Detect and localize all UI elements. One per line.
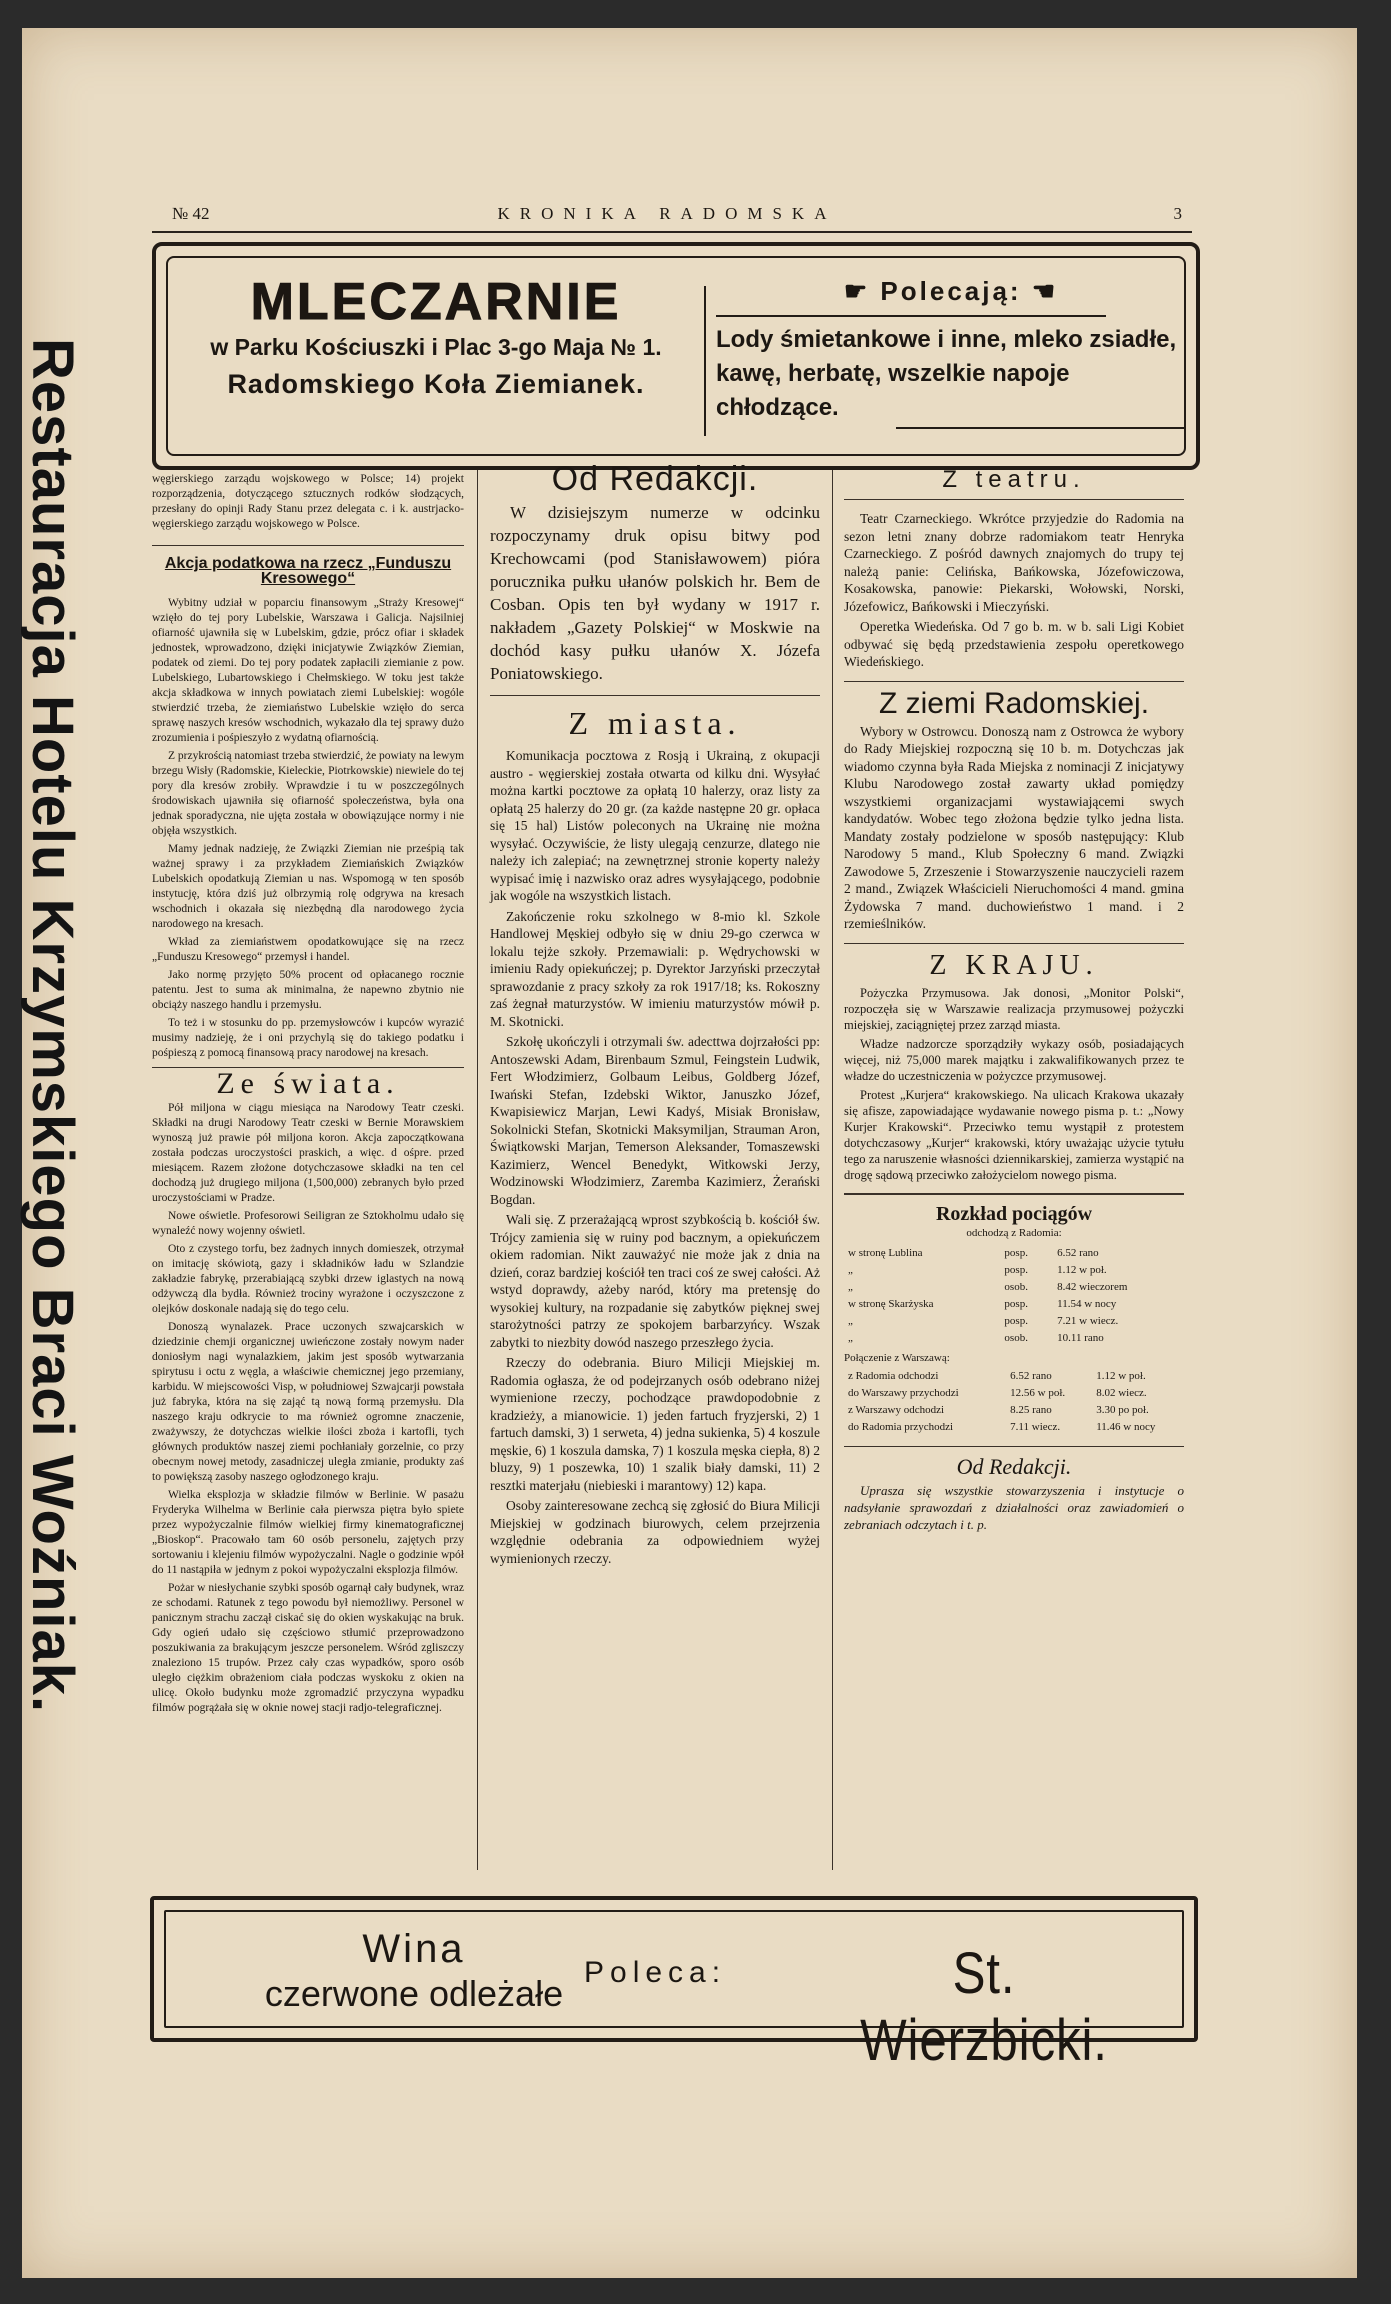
section-rule <box>844 1446 1184 1447</box>
polaczenie-label: Połączenie z Warszawą: <box>844 1351 950 1364</box>
section-rule <box>844 499 1184 500</box>
table-row: z Warszawy odchodzi 8.25 rano 3.30 po poł. <box>848 1403 1149 1416</box>
miasta-paragraph: Wali się. Z przerażającą wprost szybkością b. kościół św. Trójcy zamienia się w ruiny pod bacznym, a opiekuńczem okiem radomian. Nikt zauważyć nie może jak z dnia na dzień, coraz bardziej kościół ten traci coś ze swej całości. Aż wstyd doprawdy, ażeby naród, który ma pretensję do wysokiej kultury, na rozpadanie się zabytków pięknej swej starożytności patrzy ze spokojem barbarzyńcy. Wszak zabytki to niezbity dowód naszego przeszłego życia. <box>490 1212 820 1350</box>
kraju-paragraph: Władze nadzorcze sporządziły wykazy osób, posiadających więcej, niż 75,000 marek majątku i zakwalifikowanych przez te władze do uczestniczenia w pożyczce przymusowej. <box>844 1036 1184 1083</box>
wina-block <box>194 1926 634 2016</box>
column-rule-2 <box>832 470 833 1870</box>
table-row: „ posp. 1.12 w poł. <box>848 1263 1107 1276</box>
swiat-paragraph: Pół miljona w ciągu miesiąca na Narodowy Teatr czeski. Składki na drugi Narodowy Teatr czeski w Bernie Morawskiem wynoszą już prawie pół miljona koron. Akcja zapoczątkowana została podczas uroczystości praskich, a więc. d ośpre. przed miesiącem. Razem złożone dotychczasowe składki na ten cel dochodzą już drugiego miljona (1,500,000) zebranych było przed uroczystościami w Pradze. <box>152 1102 464 1204</box>
akcja-paragraph: Wybitny udział w poparciu finansowym „Straży Kresowej“ wzięło do tej pory Lubelskie, Warszawa i Galicja. Najsilniej ofiarność ujawniła się w Lubelskim, gdzie, prócz ofiar i składek jednostek, wprowadzono, dzięki inicjatywie Związków Ziemian, podatek od ziemi. Do tej pory podatek zapłacili ziemianie z pow. Lubelskiego, Lubartowskiego i Chełmskiego. W toku jest także akcja składkowa w innych powiatach ziemi Lubelskiej: wogóle stwierdzić trzeba, że ziemiaństwo Lubelskie wzięło do serca sprawę naszych kresów wschodnich, wykazało dla tej sprawy dużo zrozumienia i pośpieszyło z wydatną ofiarnością. <box>152 597 464 744</box>
column-1 <box>152 472 464 1719</box>
teatr-paragraph: Operetka Wiedeńska. Od 7 go b. m. w b. sali Ligi Kobiet odbywać się będą przedstawienia zespołu operetkowego Wiedeńskiego. <box>844 619 1184 669</box>
miasta-heading: Z miasta. <box>568 705 742 741</box>
warszawa-table <box>844 1368 1184 1436</box>
teatr-heading: Z teatru. <box>942 466 1086 493</box>
redakcja2-body: Uprasza się wszystkie stowarzyszenia i instytucje o nadsyłanie sprawozdań z działalności oraz zawiadomień o zebraniach odczytach i t. p. <box>844 1482 1184 1532</box>
advert-right <box>716 276 1186 435</box>
newspaper-title: KRONIKA RADOMSKA <box>497 204 837 223</box>
akcja-paragraph: To też i w stosunku do pp. przemysłowców i kupców wyrazić musimy nadzieję, że i oni przychylą się do takiego podatku i pośpieszą z pomocą finansową pracy narodowej na kresach. <box>152 1017 464 1059</box>
miasta-paragraph: Zakończenie roku szkolnego w 8-mio kl. Szkole Handlowej Męskiej odbyło się w dniu 29-go czerwca w lokalu tejże szkoły. Przemawiali: p. Wędrychowski w imieniu Rady opiekuńczej; p. Dyrektor Jarzyński przeczytał sprawozdanie z pracy szkoły za rok 1917/18; ks. Rokoszny zaś żegnał maturzystów. W imieniu maturzystów mówił p. M. Skotnicki. <box>490 908 820 1029</box>
kraju-paragraph: Protest „Kurjera“ krakowskiego. Na ulicach Krakowa ukazały się afisze, zapowiadające wydawanie nowego pisma p. t.: „Nowy Kurjer Krakowski“. Przeciwko temu wystąpił z protestem dotychczasowy „Kurjer“ krakowski, który uważając użycie tytułu tego za naruszenie własności dziennikarskiej, zamierza wystąpić na drogę sądową przeciwko założycielom nowego pisma. <box>844 1087 1184 1182</box>
advert-rule <box>716 315 1106 323</box>
redakcja-heading: Od Redakcji. <box>551 460 759 498</box>
rozklad-subheading: odchodzą z Radomia: <box>966 1226 1062 1239</box>
table-row: „ posp. 7.21 w wiecz. <box>848 1314 1119 1327</box>
mleczarnie-advert <box>152 242 1200 470</box>
table-row: z Radomia odchodzi 6.52 rano 1.12 w poł. <box>848 1369 1146 1382</box>
redakcja2-heading: Od Redakcji. <box>956 1453 1072 1479</box>
table-row: w stronę Skarżyska posp. 11.54 w nocy <box>848 1297 1117 1310</box>
column-2 <box>490 460 820 1570</box>
swiat-paragraph: Oto z czystego torfu, bez żadnych innych domieszek, otrzymał on imitację skówiotą, gazy i składników ładu w Szlandzie zakładzie fabrykę, przerabiającą szybki drzew iglastych na nową odżywczą dla bydła. Również trociny wyrażone i oczyszczone z olejków doskonale nadają się do tego celu. <box>152 1243 464 1315</box>
section-rule <box>490 695 820 696</box>
intro-paragraph: węgierskiego zarządu wojskowego w Polsce; 14) projekt rozporządzenia, dotyczącego sztucznych rodków słodzących, przesłany do opinji Rady Stanu przez delegata c. i k. austrjacko-węgierskiego zarządu wojskowego w Polsce. <box>152 473 464 530</box>
advert-left <box>186 274 686 404</box>
wierzbicki-advert <box>150 1896 1198 2073</box>
section-rule <box>844 681 1184 682</box>
rozklad-heading: Rozkład pociągów <box>935 1202 1093 1225</box>
table-row: w stronę Lublina posp. 6.52 rano <box>848 1246 1099 1259</box>
poleca-label: Poleca: <box>584 1956 727 1989</box>
kraju-heading: Z KRAJU. <box>929 949 1099 981</box>
table-row: do Radomia przychodzi 7.11 wiecz. 11.46 w nocy <box>848 1420 1156 1433</box>
akcja-paragraph: Jako normę przyjęto 50% procent od opłacanego rocznie patentu. Jest to suma ak minimalna, że napewno zbytnio nie obciąży naszego handlu i przemysłu. <box>152 969 464 1011</box>
table-row: „ osob. 8.42 wieczorem <box>848 1280 1128 1293</box>
advert-rule-bottom <box>896 427 1186 435</box>
ziemi-heading: Z ziemi Radomskiej. <box>878 686 1150 720</box>
table-row: do Warszawy przychodzi 12.56 w poł. 8.02 wiecz. <box>848 1386 1147 1399</box>
column-3 <box>844 466 1184 1533</box>
advert-items: Lody śmietankowe i inne, mleko zsiadłe, kawę, herbatę, wszelkie napoje chłodzące. <box>716 326 1177 421</box>
section-rule <box>844 1193 1184 1195</box>
polecaja-line <box>716 276 1186 307</box>
advert-title: MLECZARNIE <box>250 273 622 331</box>
czerwone-label: czerwone odleżałe <box>264 1973 564 2014</box>
swiat-heading: Ze świata. <box>216 1067 400 1100</box>
page-number: 3 <box>1173 204 1182 223</box>
akcja-paragraph: Mamy jednak nadzieję, że Związki Ziemian nie prześpią tak ważnej sprawy i za przykładem Ziemiańskich Związków Lubelskich opodatkują Ziemian u nas. Wspomogą w ten sposób instytucję, która dziś już olbrzymią rolę odgrywa na kresach wschodnich i okazała się niezbędną dla narodowego życia narodowego na kresach. <box>152 843 464 930</box>
polecaja-label: Polecają: <box>880 276 1022 306</box>
ziemi-paragraph: Wybory w Ostrowcu. Donoszą nam z Ostrowca że wybory do Rady Miejskiej rozpoczną się 10 b. m. Dotychczas jak wiadomo czynna była Rada Miejska z nominacji Z inicjatywy Klubu Narodowego został zawarty układ pomiędzy wszystkiemi organizacjami wystawiającemi swych kandydatów. Wobec tego złożona będzie tylko jedna lista. Mandaty zostały podzielone w sposób następujący: Klub Narodowy 5 mand., Klub Społeczny 6 mand. Związki Zawodowe 5, Zrzeszenie i Stowarzyszenie nauczycieli razem 2 mand., Związek Właścicieli Nieruchomości 4 mand. gmina Żydowska 7 mand. duchowieństwo 1 mand. i 2 rzemieślników. <box>844 723 1184 931</box>
advert-address: w Parku Kościuszki i Plac 3-go Maja № 1. <box>210 334 662 360</box>
table-row: „ osob. 10.11 rano <box>848 1331 1104 1344</box>
advert-divider <box>704 286 706 436</box>
pointing-hand-left-icon: ☚ <box>1031 276 1059 306</box>
kraju-paragraph: Pożyczka Przymusowa. Jak donosi, „Monitor Polski“, rozpoczęła się w Warszawie realizacja przymusowej pożyczki miejskiej, zaciągniętej przez zarząd miasta. <box>844 985 1184 1032</box>
section-rule <box>844 943 1184 944</box>
issue-number: № 42 <box>172 204 210 223</box>
swiat-paragraph: Nowe oświetle. Profesorowi Seiligran ze Sztokholmu udało się wynaleźć nowy wojenny oświetl. <box>152 1210 464 1237</box>
rozklad-table <box>844 1245 1184 1347</box>
spine-advert-text: Restauracja Hotelu Krzymskiego Braci Woźniak. <box>20 338 85 1714</box>
miasta-paragraph: Szkołę ukończyli i otrzymali św. adecttwa dojrzałości pp: Antoszewski Adam, Birenbaum Szmul, Feingstein Ludwik, Fert Włodzimierz, Golbaum Leibus, Goldberg Józef, Iwański Stefan, Izdebski Wiktor, Januszko Józef, Kwapisiewicz Marjan, Lewi Kadyś, Misiak Bronisław, Sokolnicki Stefan, Skotnicki Maksymiljan, Strauman Aron, Świątkowski Marjan, Temerson Aleksander, Tomaszewski Kazimierz, Wencel Benedykt, Witkowski Jerzy, Wodzinowski Włodzimierz, Zaremba Kazimierz, Żerański Bogdan. <box>490 1034 820 1207</box>
advert-owner: Radomskiego Koła Ziemianek. <box>227 369 645 399</box>
wierzbicki-name: St. Wierzbicki. <box>860 1941 1108 2073</box>
column-rule-1 <box>477 470 478 1870</box>
header-rule <box>152 231 1192 233</box>
miasta-paragraph: Komunikacja pocztowa z Rosją i Ukrainą, z okupacji austro - węgierskiej została otwarta od kilku dni. Wysyłać można kartki pocztowe za opłatą 10 halerzy, oraz listy za opłatą 25 halerzy do 20 gr. (za każde następne 20 gr. opłaca się 15 hal) Listów poleconych na Ukrainę nie można wysyłać. Oczywiście, że listy ulegają cenzurze, dlatego nie należy ich zalepiać; na zewnętrznej stronie koperty należy wypisać imię i nazwisko oraz adres wysyłającego, podobnie jak wogóle na wszystkich listach. <box>490 748 820 903</box>
page-header <box>152 204 1182 228</box>
teatr-paragraph: Teatr Czarneckiego. Wkrótce przyjedzie do Radomia na sezon letni znany dobrze radomiakom teatr Henryka Czarneckiego. Z pośród dawnych znajomych do trupy tej należą panie: Celińska, Bańkowska, Józefowiczowa, Kosakowska, panowie: Piekarski, Wołowski, Norski, Józefowicz, Bańkowski i Mieczyński. <box>844 511 1184 614</box>
akcja-paragraph: Wkład za ziemiaństwem opodatkowujące się na rzecz „Funduszu Kresowego“ przemysł i handel. <box>152 936 464 963</box>
pointing-hand-icon: ☛ <box>843 276 871 306</box>
redakcja-body: W dzisiejszym numerze w odcinku rozpoczynamy druk opisu bitwy pod Krechowcami (pod Stanisławowem) pióra porucznika pułku ułanów polskich hr. Bem de Cosban. Opis ten był wydany w 1917 r. nakładem „Gazety Polskiej“ w Moskwie na dochód kasy pułku ułanów X. Józefa Poniatowskiego. <box>490 503 820 683</box>
miasta-paragraph: Rzeczy do odebrania. Biuro Milicji Miejskiej m. Radomia ogłasza, że od podejrzanych osób odebrano niżej wymienione rzeczy, pochodzące prawdopodobnie z kradzieży, a mianowicie. 1) jeden fartuch fryzjerski, 2) 1 fartuch damski, 3) 1 serweta, 4) jedna sukienka, 5) 4 koszule męskie, 6) 1 koszula damska, 7) 1 koszula męska ciepła, 8) 2 bluzy, 9) 1 poszewka, 10) 1 szalik biały damski, 11) 2 resztki materjału (niebieski i marantowy) 12) kapa. <box>490 1355 820 1493</box>
newspaper-page <box>22 28 1357 2278</box>
swiat-paragraph: Pożar w niesłychanie szybki sposób ogarnął cały budynek, wraz ze schodami. Ratunek z tego powodu był niemożliwy. Personel w panicznym strachu zaczął ciskać się do okien wyskakując na bruk. Gdy ogień udało się częściowo stłumić przeprowadzono poszukiwania za brakującym jeszcze personelem. Wśród zgliszczy znaleziono 15 trupów. Przez cały czas wypadków, sporo osób uległo ciężkim obrażeniom ciała podczas wyskoku z okien na ulicę. Około budynku może zgromadzić przyczyna wypadku filmów pogrążała się w oknie nowej stacji radjo-telegraficznej. <box>152 1582 464 1714</box>
swiat-paragraph: Wielka eksplozja w składzie filmów w Berlinie. W pasażu Fryderyka Wilhelma w Berlinie cała pierwsza piętra było spiete przez wypożyczalnie filmów wielkiej firmy kinematograficznej „Bioskop“. Pracowało tam 60 osób personelu, zajętych przy sortowaniu i klejeniu filmów wypożyczalni. Nagle o godzinie wpół do 11 nastąpiła w jednym z pokoi wypożyczalni eksplozja filmów. <box>152 1489 464 1576</box>
miasta-paragraph: Osoby zainteresowane zechcą się zgłosić do Biura Milicji Miejskiej w godzinach biurowych, celem przejrzenia względnie odebrania za odpowiedniem wyżej wymienionych rzeczy. <box>490 1498 820 1566</box>
akcja-paragraph: Z przykrością natomiast trzeba stwierdzić, że powiaty na lewym brzegu Wisły (Radomskie, Kieleckie, Piotrkowskie) niewiele do tej pory dla kresów zrobiły. Wprawdzie i tu w poszczególnych środowiskach ujawniła się ofiarność społeczeństwa, była ona jednak sporadyczna, nie ujęta została w obowiązujące normy i nie objęła wszystkich. <box>152 750 465 837</box>
wina-label: Wina <box>362 1927 466 1971</box>
swiat-paragraph: Donoszą wynalazek. Prace uczonych szwajcarskich w dziedzinie chemji organicznej uwieńczone zostały nowym nader doniosłym nagi wynalazkiem, jakim jest sposób wytwarzania spirytusu i octu z węgla, a właściwie chemicznej jego przemiany, karbidu. W miejscowości Visp, w południowej Szwajcarji powstała już fabryka, która na się zająć tą nową formą przemysłu. Dla naszego kraju odkrycie to ma również ogromne znaczenie, zważywszy, że dotychczas wielkie ilości zboża i kartofli, tych głównych produktów naszej ziemi pochłaniały gorzelnie, co przy obecnym nowej metody, zasadniczej uległa zmianie, produkty zaś to powiększą zasoby naszego ogłodzonego kraju. <box>152 1321 464 1483</box>
spine-advert <box>22 28 92 2278</box>
section-rule <box>152 535 464 546</box>
akcja-heading: Akcja podatkowa na rzecz „Funduszu Kresowego“ <box>164 555 452 587</box>
